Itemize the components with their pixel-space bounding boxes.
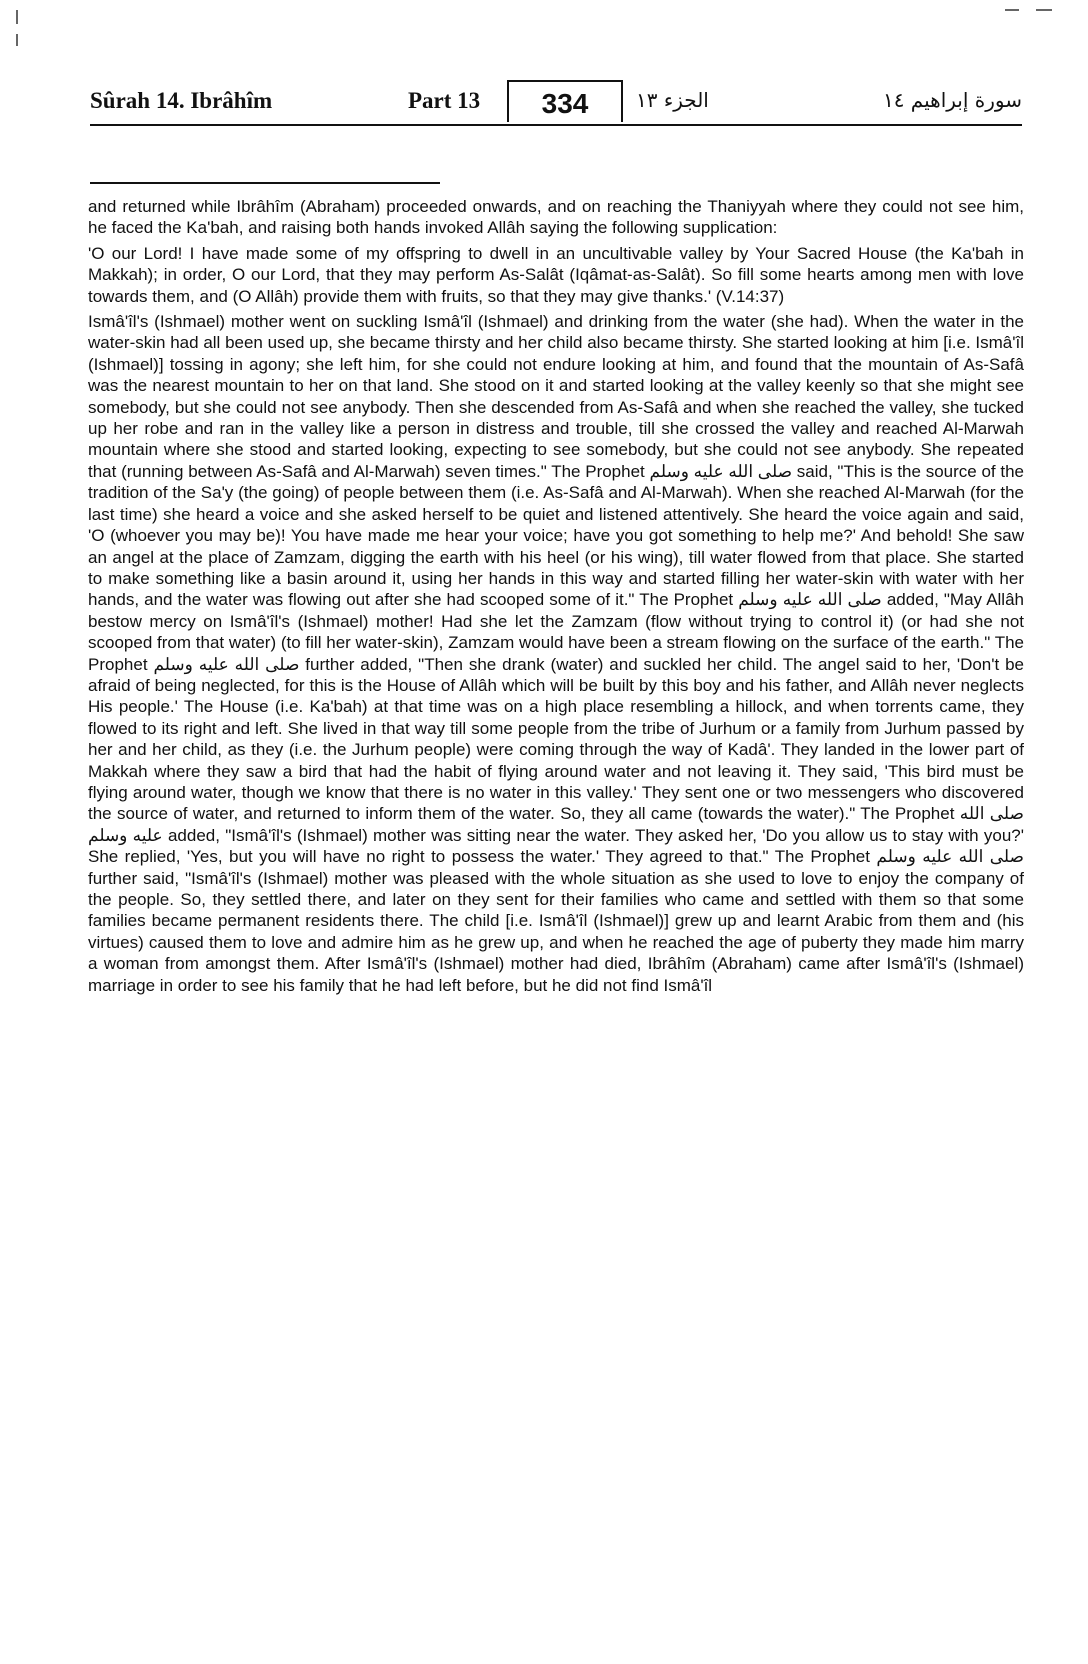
margin-mark: [1005, 9, 1019, 11]
footnote-separator-rule: [90, 182, 440, 184]
part-label: Part 13: [408, 88, 481, 113]
page-number: 334: [507, 80, 623, 122]
margin-mark: [1036, 9, 1052, 11]
arabic-surah-title: سورة إبراهيم ١٤: [882, 88, 1022, 112]
paragraph: and returned while Ibrâhîm (Abraham) proceeded onwards, and on reaching the Thaniyyah where they could not see him, he faced the Ka'bah, and raising both hands invoked Allâh saying the following supplication:: [88, 197, 1024, 238]
paragraph: 'O our Lord! I have made some of my offspring to dwell in an uncultivable valley by Your Sacred House (the Ka'bah in Makkah); in order, O our Lord, that they may perform As-Salât (Iqâmat-as-Salât). So fill some hearts among men with love towards them, and (O Allâh) provide them with fruits, so that they may give thanks.' (V.14:37): [88, 243, 1024, 306]
margin-mark: [16, 10, 18, 24]
page-header: [90, 86, 1022, 120]
header-rule: [90, 124, 1022, 126]
margin-mark: [16, 34, 18, 46]
body-text: [88, 196, 1024, 1000]
arabic-part-label: الجزء ١٣: [636, 88, 709, 112]
surah-title: Sûrah 14. Ibrâhîm: [90, 88, 273, 113]
paragraph: Ismâ'îl's (Ishmael) mother went on suckling Ismâ'îl (Ishmael) and drinking from the water (she had). When the water in the water-skin had all been used up, she became thirsty and her child also became thirsty. She started looking at him [i.e. Ismâ'îl (Ishmael)] tossing in agony; she left him, for she could not endure looking at him, and found that the mountain of As-Safâ was the nearest mountain to her on that land. She stood on it and started looking at the valley keenly so that she might see somebody, but she could not see anybody. Then she descended from As-Safâ and when she reached the valley, she tucked up her robe and ran in the valley like a person in distress and trouble, till she crossed the valley and reached Al-Marwah mountain where she stood and started looking, expecting to see somebody, but she could not see anybody. She repeated that (running between As-Safâ and Al-Marwah) seven times." The Prophet صلى الله عليه وسلم said, "This is the source of the tradition of the Sa'y (the going) of people between them (i.e. As-Safâ and Al-Marwah). When she reached Al-Marwah (for the last time) she heard a voice and she asked herself to be quiet and listened attentively. She heard the voice again and said, 'O (whoever you may be)! You have made me hear your voice; have you got something to help me?' And behold! She saw an angel at the place of Zamzam, digging the earth with his heel (or his wing), till water flowed from that place. She started to make something like a basin around it, using her hands in this way and started filling her water-skin with water with her hands, and the water was flowing out after she had scooped some of it." The Prophet صلى الله عليه وسلم added, "May Allâh bestow mercy on Ismâ'îl's (Ishmael) mother! Had she let the Zamzam (flow without trying to control it) (or had she not scooped from that water) (to fill her water-skin), Zamzam would have been a stream flowing on the surface of the earth." The Prophet صلى الله عليه وسلم further added, "Then she drank (water) and suckled her child. The angel said to her, 'Don't be afraid of being neglected, for this is the House of Allâh which will be built by this boy and his father, and Allâh never neglects His people.' The House (i.e. Ka'bah) at that time was on a high place resembling a hillock, and when torrents came, they flowed to its right and left. She lived in that way till some people from the tribe of Jurhum or a family from Jurhum passed by her and her child, as they (i.e. the Jurhum people) were coming through the way of Kadâ'. They landed in the lower part of Makkah where they saw a bird that had the habit of flying around water and not leaving it. They said, 'This bird must be flying around water, though we know that there is no water in this valley.' They sent one or two messengers who discovered the source of water, and returned to inform them of the water. So, they all came (towards the water)." The Prophet صلى الله عليه وسلم added, "Ismâ'îl's (Ishmael) mother was sitting near the water. They asked her, 'Do you allow us to stay with you?' She replied, 'Yes, but you will have no right to possess the water.' They agreed to that." The Prophet صلى الله عليه وسلم further said, "Ismâ'îl's (Ishmael) mother was pleased with the whole situation as she used to love to enjoy the company of the people. So, they settled there, and later on they sent for their families who came and settled with them so that some families became permanent residents there. The child [i.e. Ismâ'îl (Ishmael)] grew up and learnt Arabic from them and (his virtues) caused them to love and admire him as he grew up, and when he reached the age of puberty they made him marry a woman from amongst them. After Ismâ'îl's (Ishmael) mother had died, Ibrâhîm (Abraham) came after Ismâ'îl's (Ishmael) marriage in order to see his family that he had left before, but he did not find Ismâ'îl: [88, 312, 1025, 995]
